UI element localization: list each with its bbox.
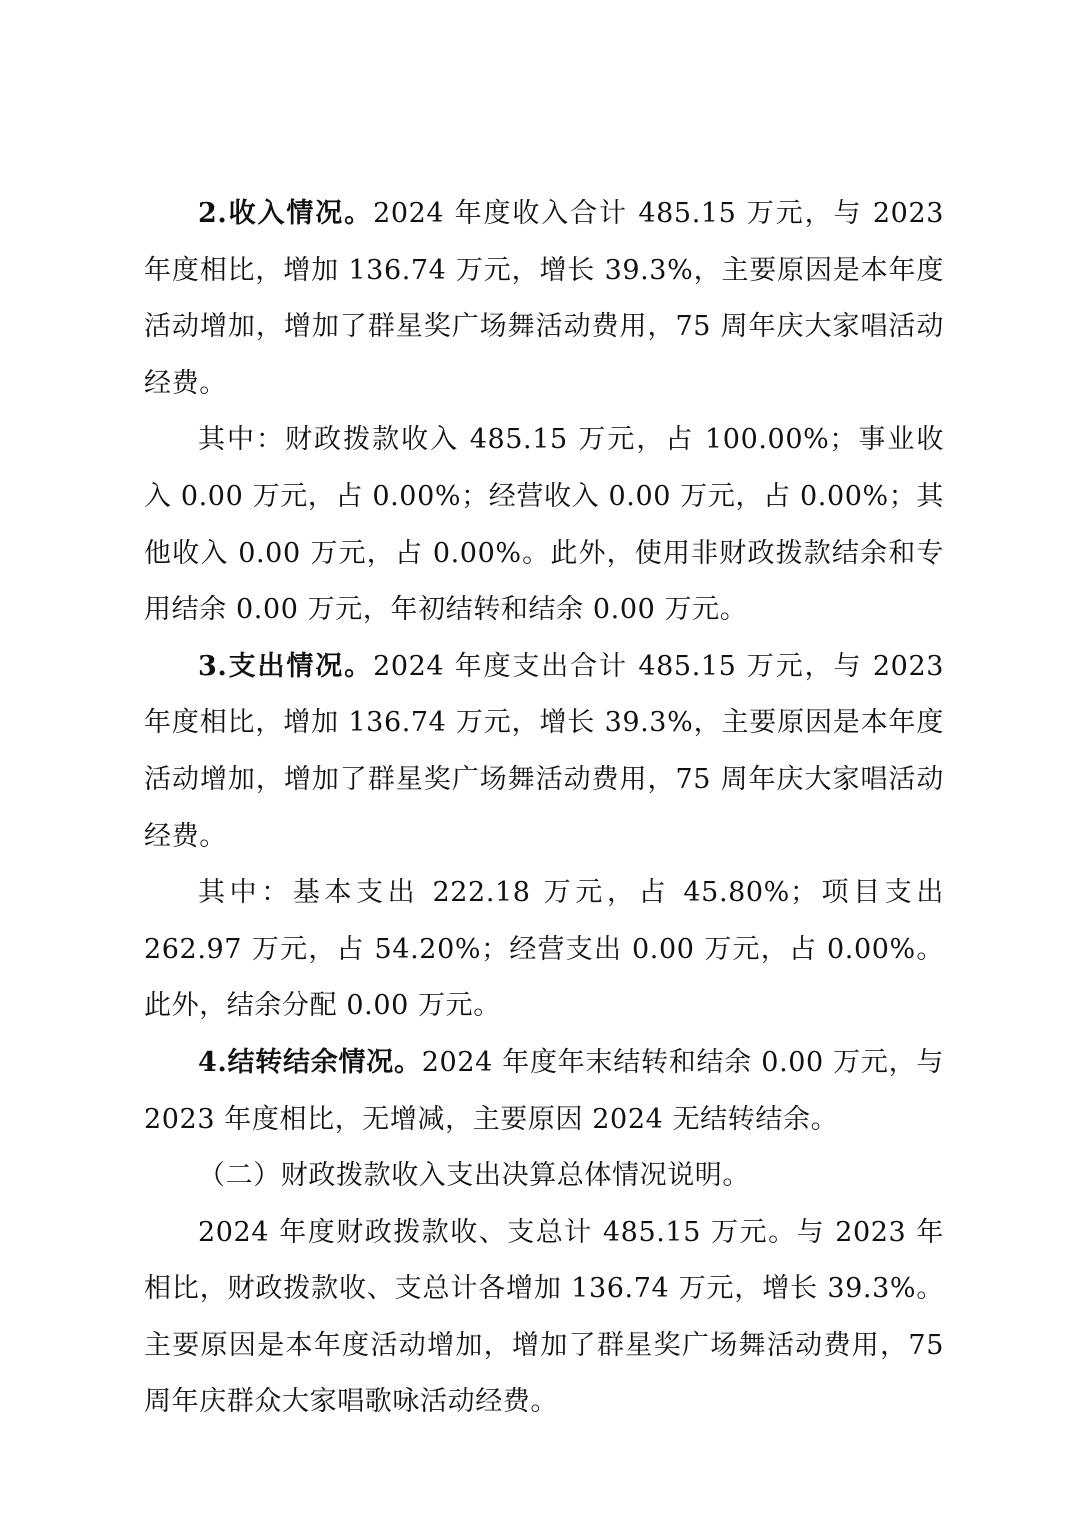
heading-income: 2.收入情况。 <box>198 198 374 229</box>
paragraph-fiscal-overview <box>144 1205 944 1431</box>
heading-carryover: 4.结转结余情况。 <box>198 1046 422 1078</box>
heading-expenditure: 3.支出情况。 <box>198 650 374 682</box>
paragraph-income <box>144 186 944 412</box>
paragraph-income-text: 2024 年度收入合计 485.15 万元，与 2023 年度相比，增加 136.74 万元，增长 39.3%，主要原因是本年度活动增加，增加了群星奖广场舞活动费用，75 周年庆大家唱活动经费。 <box>144 198 944 399</box>
paragraph-expenditure-text: 2024 年度支出合计 485.15 万元，与 2023 年度相比，增加 136.74 万元，增长 39.3%，主要原因是本年度活动增加，增加了群星奖广场舞活动费用，75 周年庆大家唱活动经费。 <box>144 650 944 852</box>
section-heading-fiscal-overview <box>144 1148 944 1205</box>
document-page <box>144 186 944 1431</box>
paragraph-fiscal-overview-text: 2024 年度财政拨款收、支总计 485.15 万元。与 2023 年相比，财政拨款收、支总计各增加 136.74 万元，增长 39.3%。主要原因是本年度活动增加，增加了群星奖广场舞活动费用，75 周年庆群众大家唱歌咏活动经费。 <box>144 1216 944 1418</box>
paragraph-carryover-text: 2024 年度年末结转和结余 0.00 万元，与 2023 年度相比，无增减，主要原因 2024 无结转结余。 <box>144 1046 944 1135</box>
section-heading-fiscal-overview-text: （二）财政拨款收入支出决算总体情况说明。 <box>198 1160 750 1192</box>
paragraph-carryover <box>144 1035 944 1148</box>
paragraph-income-breakdown-text: 其中：财政拨款收入 485.15 万元，占 100.00%；事业收入 0.00 万元，占 0.00%；经营收入 0.00 万元，占 0.00%；其他收入 0.00 万元，占 0.00%。此外，使用非财政拨款结余和专用结余 0.00 万元，年初结转和结余 0.00 万元。 <box>144 424 944 626</box>
paragraph-expenditure <box>144 639 944 865</box>
paragraph-income-breakdown <box>144 412 944 638</box>
paragraph-expenditure-breakdown <box>144 865 944 1035</box>
paragraph-expenditure-breakdown-text: 其中：基本支出 222.18 万元，占 45.80%；项目支出 262.97 万元，占 54.20%；经营支出 0.00 万元，占 0.00%。此外，结余分配 0.00 万元。 <box>144 877 944 1022</box>
